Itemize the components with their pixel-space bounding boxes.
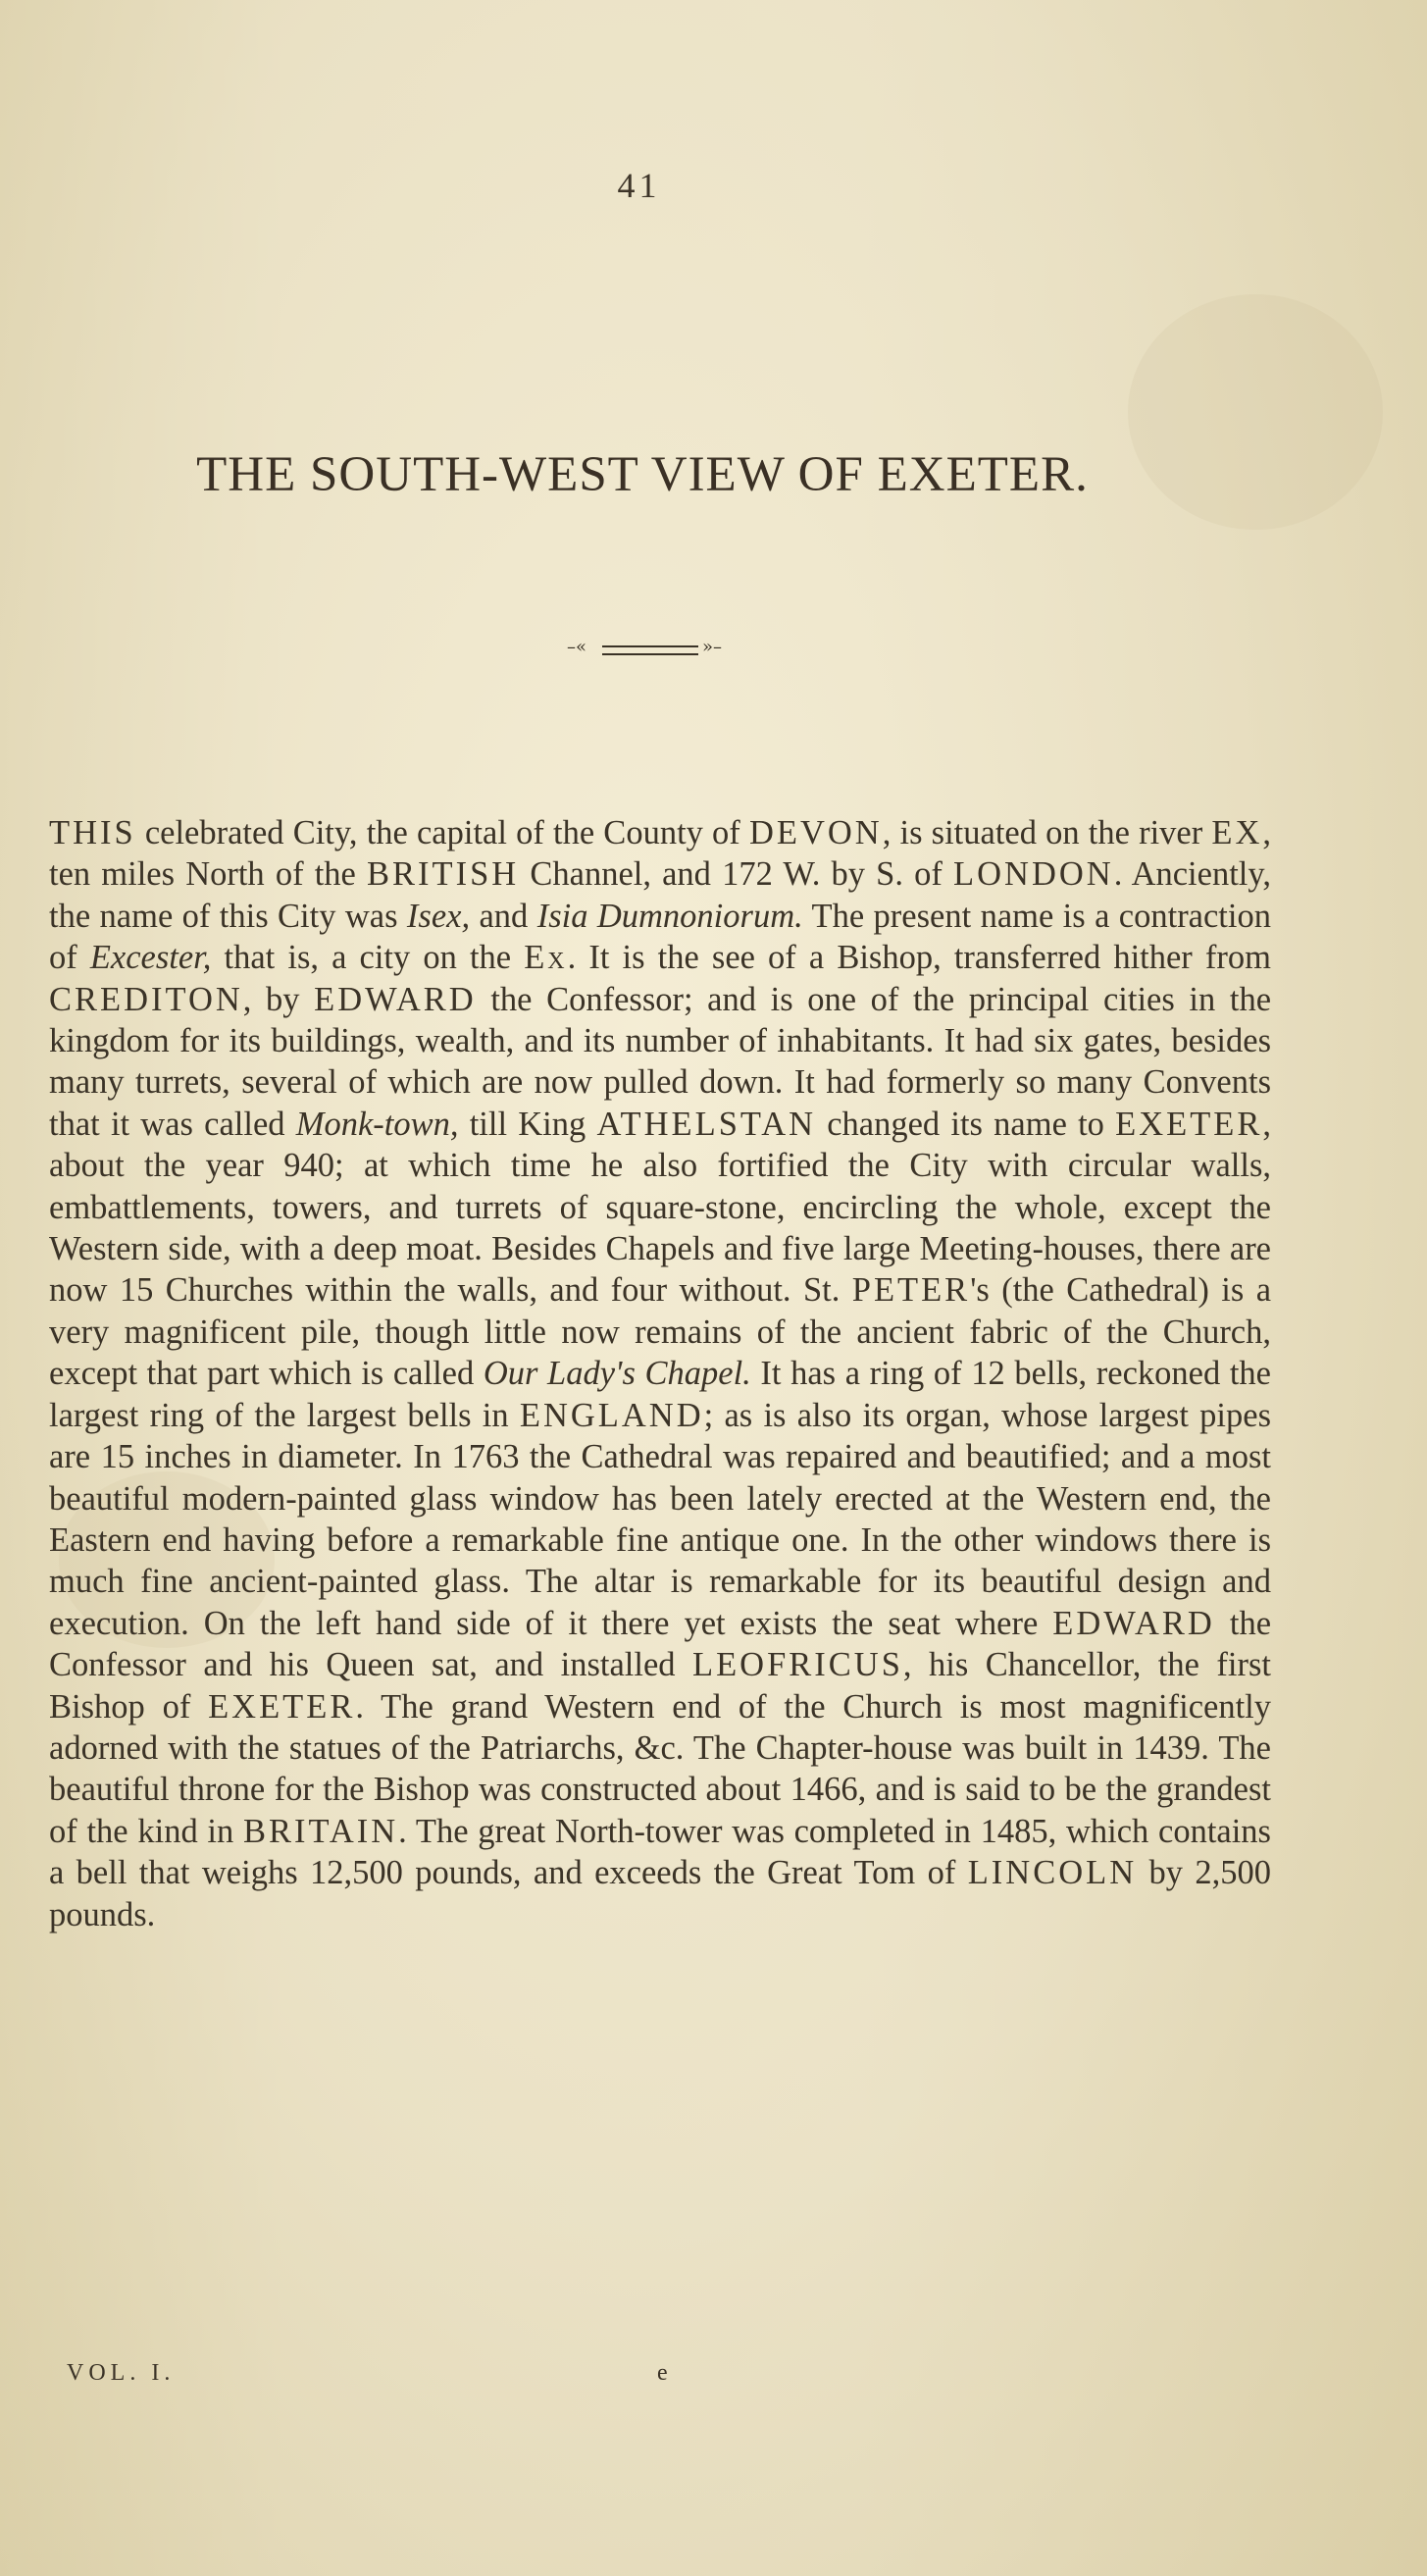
text-run: DEVON	[748, 814, 883, 851]
text-run: the Confessor; and is one of the principal cities in the kingdom for its buildings, wealth, and its number of inhabitants. It had six gates, besides many turrets, several of which are now pulled down. It had formerly so many Convents that it was called	[49, 980, 1272, 1143]
text-run: , ten miles North of the	[49, 814, 1272, 894]
text-run: the Confessor and his Queen sat, and installed	[49, 1604, 1272, 1684]
opening-word: THIS	[49, 814, 136, 851]
ornament-right-icon: »–	[702, 637, 723, 657]
ornament-bar	[602, 645, 698, 655]
ornament-left-icon: –«	[567, 637, 587, 657]
text-run: and	[470, 897, 537, 935]
text-run: EXETER	[208, 1687, 356, 1726]
text-run: changed its name to	[816, 1105, 1116, 1143]
text-run: EX	[1211, 814, 1263, 851]
text-run: EXETER	[1115, 1105, 1263, 1143]
text-run: Excester,	[89, 939, 212, 977]
text-run: Isia Dumnoniorum.	[536, 897, 803, 935]
title-ornament	[567, 638, 743, 657]
volume-mark: VOL. I.	[67, 2360, 176, 2386]
text-run: . The grand Western end of the Church is most magnificently adorned with the statues of the Patriarchs, &c. The Chapter-house was built in 1439. The beautiful throne for the Bishop was constructed about 1466, and is said to be the grandest of the kind in	[49, 1687, 1272, 1850]
text-run: , is situated on the river	[882, 814, 1212, 851]
text-run: BRITAIN	[243, 1812, 399, 1850]
text-run: Ex	[524, 939, 568, 977]
text-run: Isex,	[406, 897, 471, 935]
text-run: LONDON	[953, 855, 1114, 894]
body-paragraph	[49, 812, 1271, 1935]
text-run: LEOFRICUS	[692, 1646, 903, 1684]
text-run: BRITISH	[367, 855, 520, 894]
text-run: Monk-town,	[295, 1105, 459, 1143]
text-run: Channel, and 172 W. by S. of	[519, 855, 954, 894]
text-run: CREDITON	[49, 980, 243, 1018]
page-title: THE SOUTH-WEST VIEW OF EXETER.	[196, 447, 1089, 502]
text-run: The present name is a contraction of	[49, 897, 1271, 977]
text-run: Our Lady's Chapel.	[483, 1355, 751, 1393]
text-run: LINCOLN	[967, 1854, 1138, 1892]
text-run: by 2,500 pounds.	[49, 1854, 1272, 1933]
text-run: , about the year 940; at which time he also fortified the City with circular walls, embattlements, towers, and turrets of square-stone, encircling the whole, except the Western side, with a deep moat. Besides Chapels and five large Meeting-houses, there are now 15 Churches within the walls, and four without. St.	[49, 1105, 1271, 1310]
text-run: EDWARD	[1052, 1604, 1215, 1642]
text-run: . The great North-tower was completed in 1485, which contains a bell that weighs 12,500 pounds, and exceeds the Great Tom of	[49, 1812, 1271, 1892]
text-run: . It is the see of a Bishop, transferred hither from	[567, 939, 1271, 977]
text-run: PETER	[851, 1271, 971, 1310]
text-run: , his Chancellor, the first Bishop of	[49, 1646, 1272, 1726]
text-run: ENGLAND	[519, 1396, 704, 1434]
text-run: celebrated City, the capital of the County of	[135, 814, 749, 851]
text-run: till King	[458, 1105, 597, 1143]
text-run: ATHELSTAN	[596, 1105, 817, 1143]
text-run: ; as is also its organ, whose largest pipes are 15 inches in diameter. In 1763 the Cathedral was repaired and beautified; and a most beautiful modern-painted glass window has been lately erected at the Western end, the Eastern end having before a remarkable fine antique one. In the other windows there is much fine ancient-painted glass. The altar is remarkable for its beautiful design and execution. On the left hand side of it there yet exists the seat where	[49, 1396, 1271, 1642]
text-run: It has a ring of 12 bells, reckoned the largest ring of the largest bells in	[49, 1355, 1271, 1434]
page-footer	[0, 2360, 1427, 2399]
text-run: that is, a city on the	[211, 939, 525, 977]
signature-mark: e	[657, 2360, 668, 2386]
text-run: 's (the Cathedral) is a very magnificent pile, though little now remains of the ancient fabric of the Church, except that part which is called	[49, 1271, 1272, 1393]
text-run: . Anciently, the name of this City was	[49, 855, 1272, 935]
text-run: EDWARD	[314, 980, 477, 1018]
text-run: , by	[242, 980, 315, 1018]
page-number: 41	[617, 166, 661, 205]
